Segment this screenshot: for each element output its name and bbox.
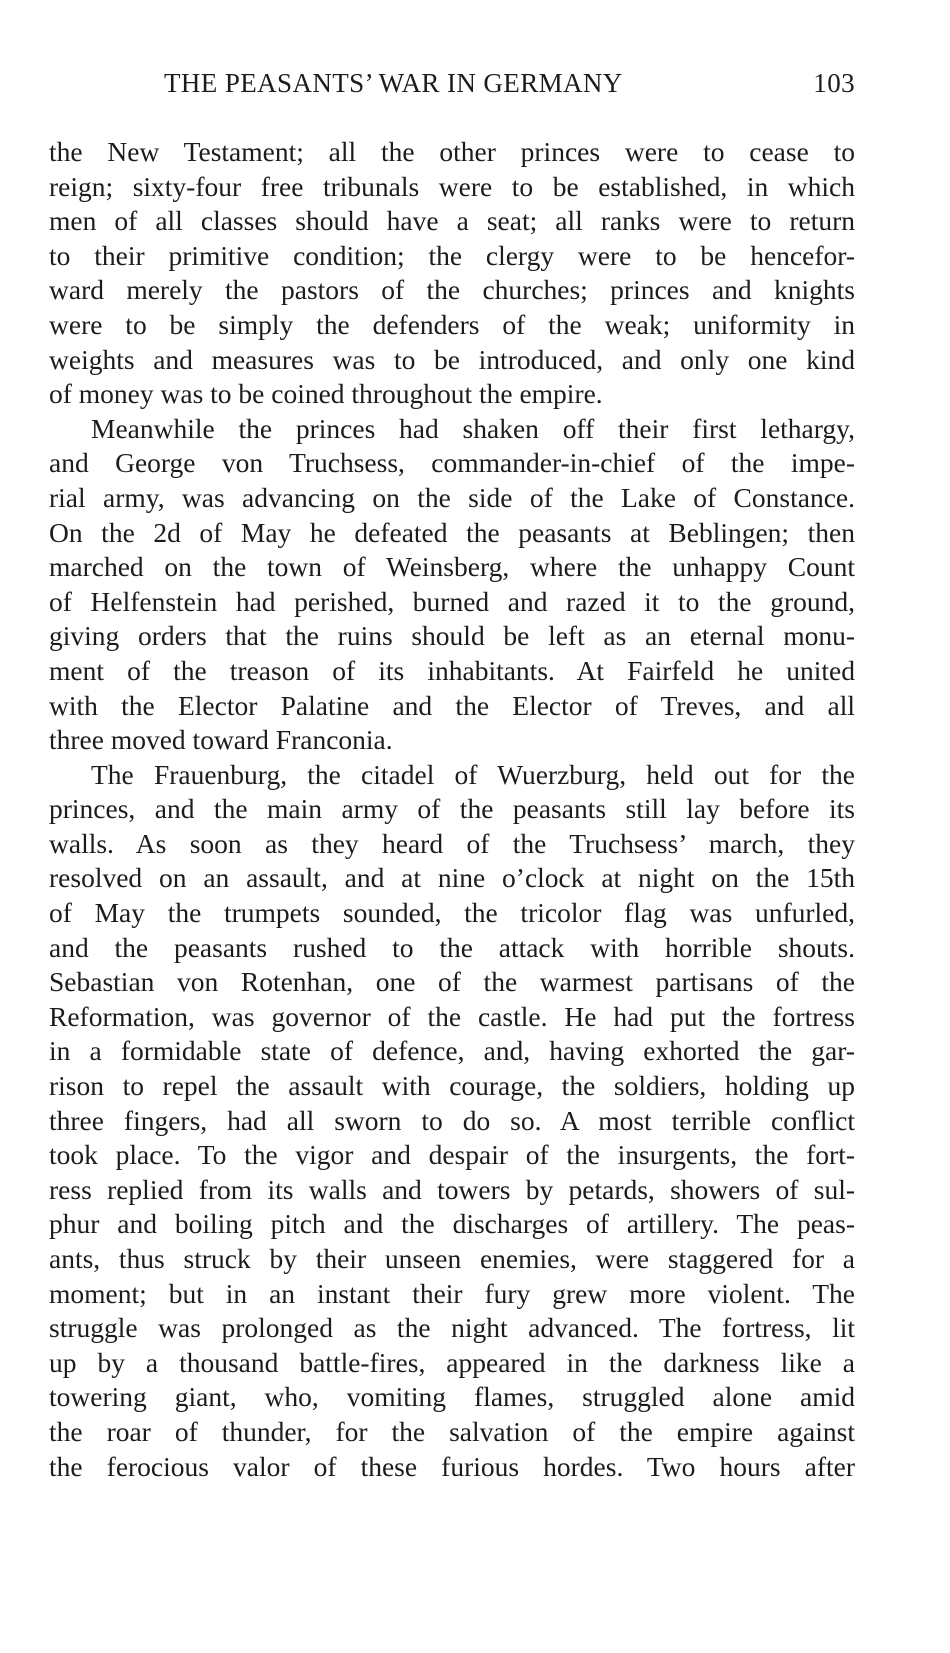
text-line: phur and boiling pitch and the discharges of artillery. The peas- [49,1208,855,1240]
text-line: in a formidable state of defence, and, having exhorted the gar- [49,1035,855,1067]
text-line: rial army, was advancing on the side of the Lake of Constance. [49,481,855,513]
text-line: ward merely the pastors of the churches; princes and knights [49,274,855,306]
text-line: weights and measures was to be introduced, and only one kind [49,343,855,375]
page-number: 103 [813,68,855,98]
text-line: Meanwhile the princes had shaken off their first lethargy, [91,412,855,444]
text-line: marched on the town of Weinsberg, where the unhappy Count [49,551,855,583]
text-line: of money was to be coined throughout the empire. [49,378,603,410]
text-line: rison to repel the assault with courage, the soldiers, holding up [49,1070,855,1102]
text-line: up by a thousand battle-fires, appeared in the darkness like a [49,1346,855,1378]
text-line: giving orders that the ruins should be left as an eternal monu- [49,620,855,652]
text-line: The Frauenburg, the citadel of Wuerzburg, held out for the [91,758,855,790]
text-line: princes, and the main army of the peasants still lay before its [49,793,855,825]
book-page [49,68,855,1484]
text-line: and the peasants rushed to the attack with horrible shouts. [49,931,855,963]
text-line: men of all classes should have a seat; all ranks were to return [49,205,855,237]
text-line: moment; but in an instant their fury grew more violent. The [49,1277,855,1309]
text-line: reign; sixty-four free tribunals were to be established, in which [49,170,855,202]
text-line: ress replied from its walls and towers by petards, showers of sul- [49,1173,855,1205]
text-line: resolved on an assault, and at nine o’clock at night on the 15th [49,862,855,894]
text-line: the ferocious valor of these furious hordes. Two hours after [49,1450,855,1482]
text-line: On the 2d of May he defeated the peasants at Beblingen; then [49,516,855,548]
body-text [49,135,855,1484]
text-line: of May the trumpets sounded, the tricolor flag was unfurled, [49,897,855,929]
text-line: with the Elector Palatine and the Elector of Treves, and all [49,689,855,721]
text-line: Sebastian von Rotenhan, one of the warmest partisans of the [49,966,855,998]
text-line: took place. To the vigor and despair of the insurgents, the fort- [49,1139,855,1171]
text-line: the New Testament; all the other princes were to cease to [49,136,855,167]
text-line: walls. As soon as they heard of the Truchsess’ march, they [49,827,855,859]
text-line: were to be simply the defenders of the weak; uniformity in [49,308,855,340]
text-line: towering giant, who, vomiting flames, struggled alone amid [49,1381,855,1413]
text-line: three fingers, had all sworn to do so. A most terrible conflict [49,1104,855,1136]
text-line: Reformation, was governor of the castle. He had put the fortress [49,1000,855,1032]
text-line: and George von Truchsess, commander-in-chief of the impe- [49,447,855,479]
text-line: the roar of thunder, for the salvation of the empire against [49,1415,855,1447]
text-line: ment of the treason of its inhabitants. At Fairfeld he united [49,654,855,686]
running-title: THE PEASANTS’ WAR IN GERMANY [164,68,623,98]
text-line: to their primitive condition; the clergy were to be hencefor- [49,239,855,271]
text-line: struggle was prolonged as the night advanced. The fortress, lit [49,1312,855,1344]
text-line: three moved toward Franconia. [49,724,393,756]
text-line: ants, thus struck by their unseen enemies, were staggered for a [49,1243,855,1274]
text-line: of Helfenstein had perished, burned and razed it to the ground, [49,585,855,617]
running-head [49,68,855,106]
